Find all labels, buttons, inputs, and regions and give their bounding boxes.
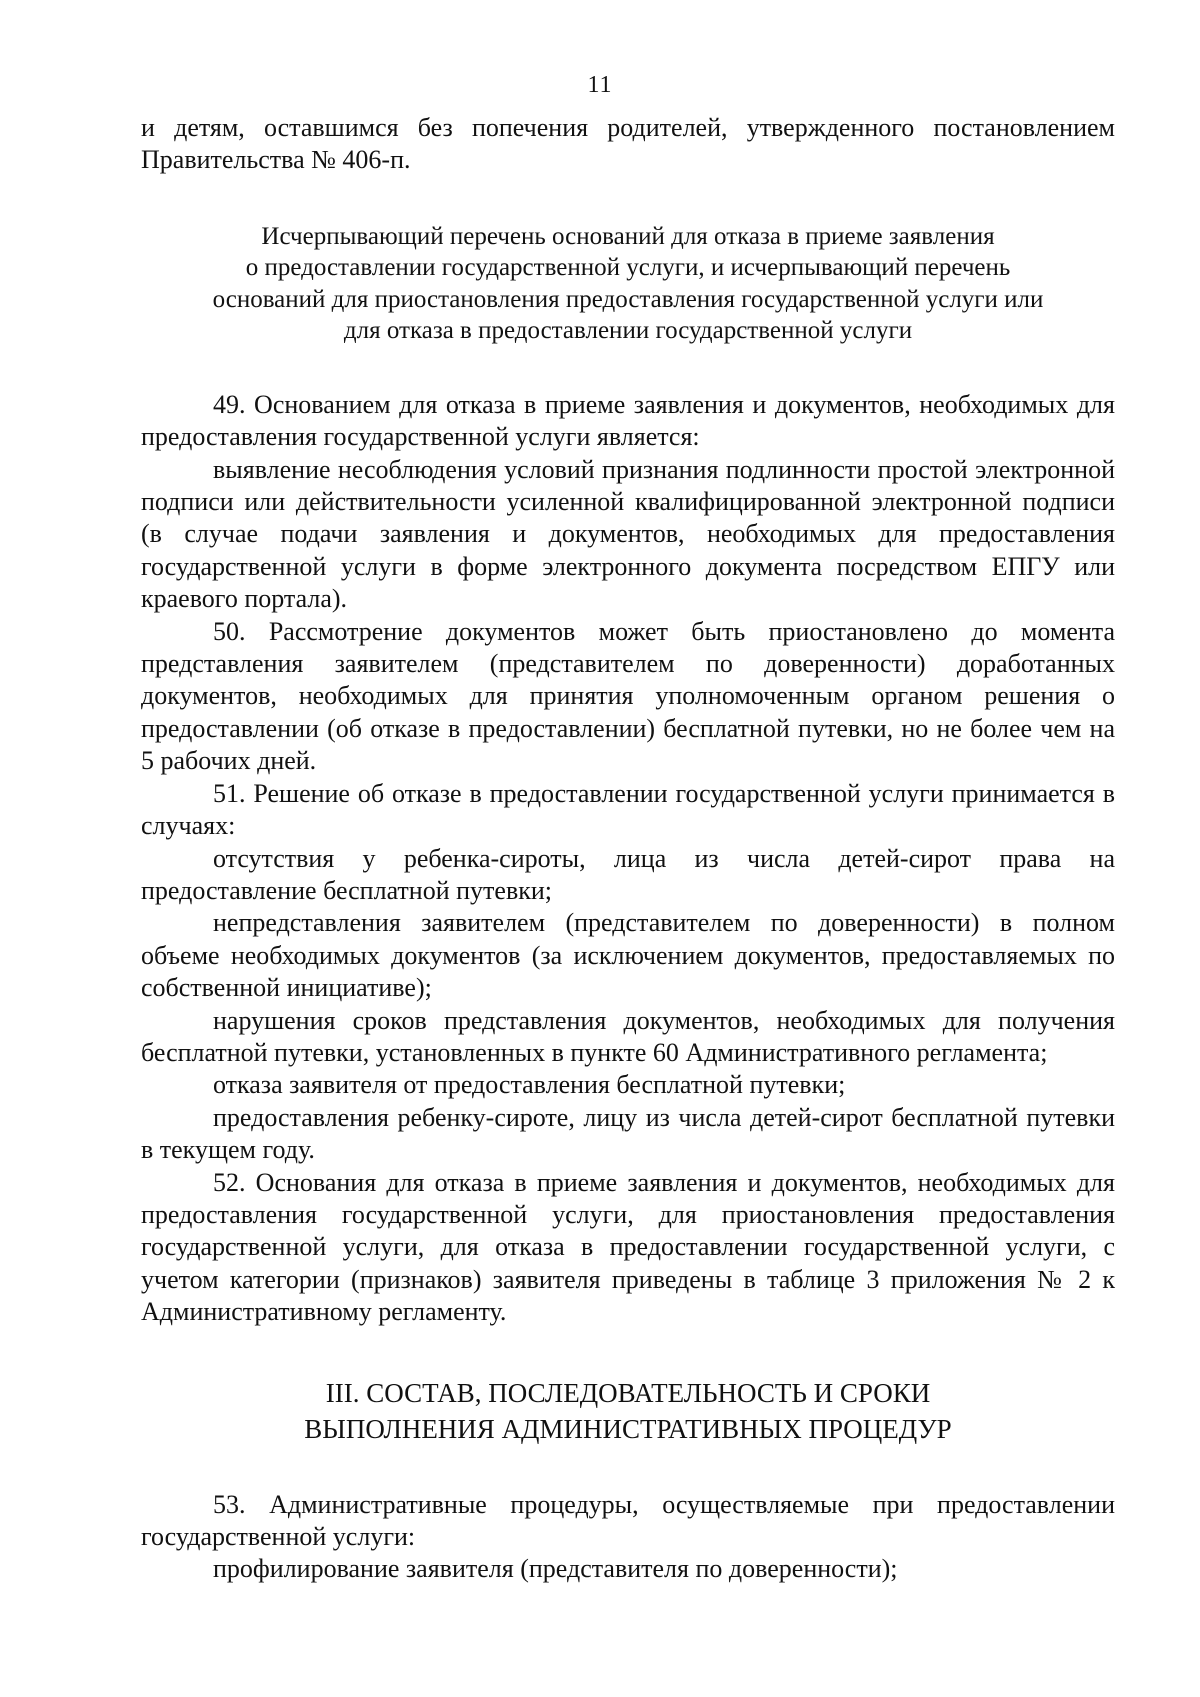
paragraph-53: 53. Административные процедуры, осуществляемые при предоставлении государственной услуги: — [141, 1489, 1115, 1551]
section-title-line: ВЫПОЛНЕНИЯ АДМИНИСТРАТИВНЫХ ПРОЦЕДУР — [304, 1413, 952, 1444]
heading-line: о предоставлении государственной услуги, и исчерпывающий перечень — [245, 254, 1011, 282]
heading-line: Исчерпывающий перечень оснований для отказа в приеме заявления — [261, 222, 995, 250]
heading-line: оснований для приостановления предоставления государственной услуги или — [212, 285, 1044, 313]
paragraph-52: 52. Основания для отказа в приеме заявления и документов, необходимых для предоставления государственной услуги, для приостановления предоставления государственной услуги, для отказа в предоставлении государственной услуги, с учетом категории (признаков) заявителя приведены в таблице 3 приложения № 2 к Административному регламенту. — [141, 1167, 1115, 1327]
paragraph-51: 51. Решение об отказе в предоставлении государственной услуги принимается в случаях: — [141, 778, 1115, 841]
subsection-heading — [141, 221, 1115, 347]
intro-paragraph: и детям, оставшимся без попечения родителей, утвержденного постановлением Правительства № 406-п. — [141, 113, 1115, 175]
paragraph-51-item: отказа заявителя от предоставления бесплатной путевки; — [213, 1070, 846, 1100]
paragraph-49: 49. Основанием для отказа в приеме заявления и документов, необходимых для предоставления государственной услуги является: — [141, 389, 1115, 452]
paragraph-51-item: непредставления заявителем (представителем по доверенности) в полном объеме необходимых документов (за исключением документов, предоставляемых по собственной инициативе); — [141, 908, 1115, 1003]
paragraph-51-item: предоставления ребенку-сироте, лицу из числа детей-сирот бесплатной путевки в текущем году. — [141, 1102, 1115, 1165]
paragraph-49-item: выявление несоблюдения условий признания подлинности простой электронной подписи или действительности усиленной квалифицированной электронной подписи (в случае подачи заявления и документов, необходимых для предоставления государственной услуги в форме электронного документа посредством ЕПГУ или краевого портала). — [141, 454, 1115, 614]
paragraph-50: 50. Рассмотрение документов может быть приостановлено до момента представления заявителем (представителем по доверенности) доработанных документов, необходимых для принятия уполномоченным органом решения о предоставлении (об отказе в предоставлении) бесплатной путевки, но не более чем на 5 рабочих дней. — [141, 616, 1115, 776]
paragraph-51-item: отсутствия у ребенка-сироты, лица из числа детей-сирот права на предоставление бесплатной путевки; — [141, 843, 1115, 905]
paragraph-51-item: нарушения сроков представления документов, необходимых для получения бесплатной путевки, установленных в пункте 60 Административного регламента; — [141, 1005, 1115, 1067]
section-title-line: III. СОСТАВ, ПОСЛЕДОВАТЕЛЬНОСТЬ И СРОКИ — [325, 1377, 931, 1408]
heading-line: для отказа в предоставлении государственной услуги — [343, 317, 913, 345]
page-number: 11 — [587, 72, 613, 98]
paragraph-53-item: профилирование заявителя (представителя по доверенности); — [213, 1554, 898, 1584]
section-title — [141, 1375, 1115, 1447]
document-body — [141, 112, 1115, 1586]
